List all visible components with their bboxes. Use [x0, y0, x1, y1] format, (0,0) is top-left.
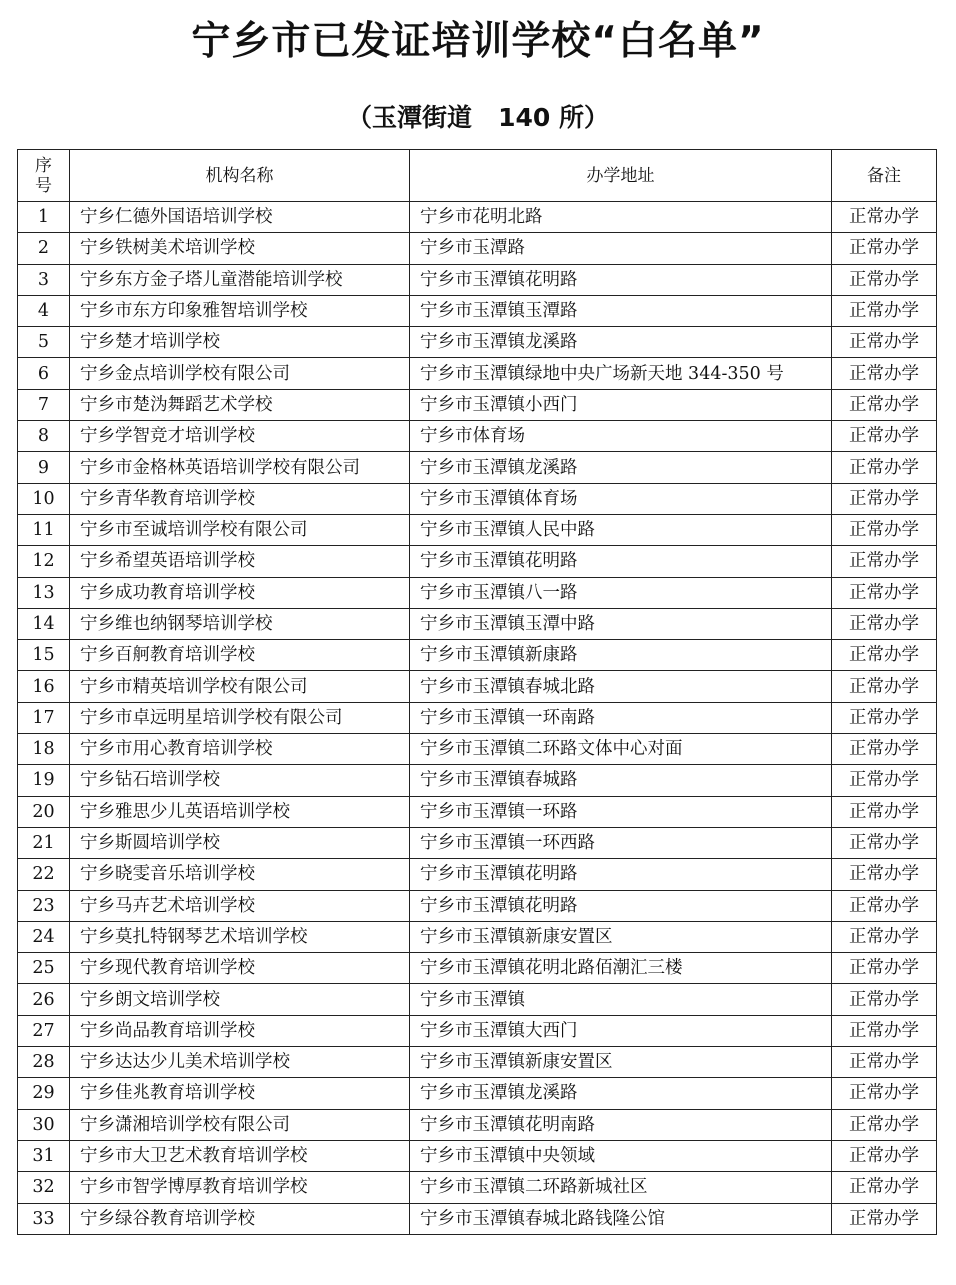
cell-name: 宁乡市至诚培训学校有限公司	[70, 514, 410, 545]
cell-address: 宁乡市玉潭镇花明北路佰潮汇三楼	[410, 953, 832, 984]
cell-note: 正常办学	[832, 452, 937, 483]
cell-name: 宁乡绿谷教育培训学校	[70, 1203, 410, 1234]
cell-name: 宁乡青华教育培训学校	[70, 483, 410, 514]
table-row	[18, 640, 937, 671]
cell-address: 宁乡市玉潭镇玉潭中路	[410, 608, 832, 639]
document-title: 宁乡市已发证培训学校“白名单”	[191, 19, 765, 64]
cell-no: 33	[18, 1203, 70, 1234]
cell-name: 宁乡朗文培训学校	[70, 984, 410, 1015]
cell-name: 宁乡仁德外国语培训学校	[70, 202, 410, 233]
cell-address: 宁乡市玉潭镇人民中路	[410, 514, 832, 545]
table-row	[18, 796, 937, 827]
cell-no: 13	[18, 577, 70, 608]
document-subtitle: （玉潭街道 140 所）	[346, 103, 609, 132]
cell-note: 正常办学	[832, 608, 937, 639]
cell-no: 9	[18, 452, 70, 483]
cell-address: 宁乡市玉潭镇花明路	[410, 546, 832, 577]
cell-note: 正常办学	[832, 859, 937, 890]
column-header-name: 机构名称	[70, 150, 410, 202]
cell-name: 宁乡达达少儿美术培训学校	[70, 1047, 410, 1078]
cell-address: 宁乡市玉潭镇花明路	[410, 890, 832, 921]
cell-no: 2	[18, 233, 70, 264]
cell-address: 宁乡市玉潭镇龙溪路	[410, 327, 832, 358]
cell-name: 宁乡莫扎特钢琴艺术培训学校	[70, 921, 410, 952]
table-row	[18, 264, 937, 295]
cell-no: 24	[18, 921, 70, 952]
cell-no: 23	[18, 890, 70, 921]
cell-note: 正常办学	[832, 202, 937, 233]
cell-note: 正常办学	[832, 953, 937, 984]
cell-no: 18	[18, 734, 70, 765]
cell-address: 宁乡市花明北路	[410, 202, 832, 233]
cell-no: 7	[18, 389, 70, 420]
cell-name: 宁乡楚才培训学校	[70, 327, 410, 358]
cell-address: 宁乡市玉潭镇一环南路	[410, 702, 832, 733]
table-row	[18, 233, 937, 264]
cell-no: 19	[18, 765, 70, 796]
cell-name: 宁乡市金格林英语培训学校有限公司	[70, 452, 410, 483]
cell-no: 12	[18, 546, 70, 577]
cell-note: 正常办学	[832, 921, 937, 952]
cell-no: 14	[18, 608, 70, 639]
cell-no: 16	[18, 671, 70, 702]
cell-no: 15	[18, 640, 70, 671]
cell-name: 宁乡东方金子塔儿童潜能培训学校	[70, 264, 410, 295]
cell-address: 宁乡市玉潭镇花明路	[410, 859, 832, 890]
cell-no: 8	[18, 421, 70, 452]
cell-name: 宁乡雅思少儿英语培训学校	[70, 796, 410, 827]
cell-note: 正常办学	[832, 514, 937, 545]
cell-note: 正常办学	[832, 546, 937, 577]
cell-address: 宁乡市玉潭镇大西门	[410, 1015, 832, 1046]
cell-address: 宁乡市玉潭镇春城北路钱隆公馆	[410, 1203, 832, 1234]
cell-name: 宁乡潇湘培训学校有限公司	[70, 1109, 410, 1140]
table-row	[18, 671, 937, 702]
column-header-address: 办学地址	[410, 150, 832, 202]
table-row	[18, 1015, 937, 1046]
cell-name: 宁乡希望英语培训学校	[70, 546, 410, 577]
cell-note: 正常办学	[832, 827, 937, 858]
cell-note: 正常办学	[832, 765, 937, 796]
cell-no: 25	[18, 953, 70, 984]
cell-address: 宁乡市玉潭镇龙溪路	[410, 452, 832, 483]
table-row	[18, 546, 937, 577]
table-row	[18, 1172, 937, 1203]
cell-address: 宁乡市玉潭镇绿地中央广场新天地 344-350 号	[410, 358, 832, 389]
cell-note: 正常办学	[832, 327, 937, 358]
table-row	[18, 577, 937, 608]
cell-no: 20	[18, 796, 70, 827]
cell-name: 宁乡维也纳钢琴培训学校	[70, 608, 410, 639]
table-row	[18, 827, 937, 858]
cell-no: 30	[18, 1109, 70, 1140]
cell-address: 宁乡市玉潭镇龙溪路	[410, 1078, 832, 1109]
table-row	[18, 327, 937, 358]
cell-no: 32	[18, 1172, 70, 1203]
table-row	[18, 421, 937, 452]
cell-address: 宁乡市玉潭镇玉潭路	[410, 295, 832, 326]
column-header-no	[18, 150, 70, 202]
cell-address: 宁乡市玉潭镇一环路	[410, 796, 832, 827]
cell-name: 宁乡市楚沩舞蹈艺术学校	[70, 389, 410, 420]
table-row	[18, 734, 937, 765]
cell-address: 宁乡市玉潭镇春城北路	[410, 671, 832, 702]
cell-no: 6	[18, 358, 70, 389]
whitelist-table	[17, 149, 937, 1235]
table-row	[18, 1140, 937, 1171]
cell-note: 正常办学	[832, 421, 937, 452]
cell-name: 宁乡钻石培训学校	[70, 765, 410, 796]
cell-address: 宁乡市玉潭镇小西门	[410, 389, 832, 420]
table-row	[18, 921, 937, 952]
cell-address: 宁乡市玉潭镇新康安置区	[410, 1047, 832, 1078]
cell-name: 宁乡百舸教育培训学校	[70, 640, 410, 671]
cell-note: 正常办学	[832, 796, 937, 827]
cell-no: 4	[18, 295, 70, 326]
table-row	[18, 483, 937, 514]
cell-name: 宁乡现代教育培训学校	[70, 953, 410, 984]
cell-name: 宁乡学智竞才培训学校	[70, 421, 410, 452]
cell-note: 正常办学	[832, 1140, 937, 1171]
table-body	[18, 202, 937, 1235]
cell-address: 宁乡市玉潭镇二环路文体中心对面	[410, 734, 832, 765]
cell-address: 宁乡市玉潭镇花明路	[410, 264, 832, 295]
cell-note: 正常办学	[832, 1203, 937, 1234]
cell-name: 宁乡佳兆教育培训学校	[70, 1078, 410, 1109]
table-row	[18, 452, 937, 483]
cell-name: 宁乡铁树美术培训学校	[70, 233, 410, 264]
cell-note: 正常办学	[832, 1078, 937, 1109]
table-row	[18, 984, 937, 1015]
cell-note: 正常办学	[832, 984, 937, 1015]
cell-name: 宁乡晓雯音乐培训学校	[70, 859, 410, 890]
cell-note: 正常办学	[832, 358, 937, 389]
cell-name: 宁乡市精英培训学校有限公司	[70, 671, 410, 702]
cell-note: 正常办学	[832, 233, 937, 264]
cell-address: 宁乡市玉潭镇八一路	[410, 577, 832, 608]
table-row	[18, 702, 937, 733]
cell-address: 宁乡市玉潭镇中央领域	[410, 1140, 832, 1171]
cell-note: 正常办学	[832, 890, 937, 921]
cell-no: 10	[18, 483, 70, 514]
cell-no: 22	[18, 859, 70, 890]
cell-name: 宁乡尚品教育培训学校	[70, 1015, 410, 1046]
cell-name: 宁乡市智学博厚教育培训学校	[70, 1172, 410, 1203]
cell-no: 5	[18, 327, 70, 358]
cell-note: 正常办学	[832, 389, 937, 420]
cell-name: 宁乡成功教育培训学校	[70, 577, 410, 608]
table-row	[18, 1109, 937, 1140]
cell-note: 正常办学	[832, 1172, 937, 1203]
table-row	[18, 1078, 937, 1109]
cell-note: 正常办学	[832, 734, 937, 765]
cell-address: 宁乡市玉潭镇春城路	[410, 765, 832, 796]
cell-no: 17	[18, 702, 70, 733]
cell-name: 宁乡斯圆培训学校	[70, 827, 410, 858]
cell-note: 正常办学	[832, 671, 937, 702]
cell-no: 3	[18, 264, 70, 295]
table-row	[18, 953, 937, 984]
cell-address: 宁乡市玉潭路	[410, 233, 832, 264]
cell-address: 宁乡市玉潭镇新康安置区	[410, 921, 832, 952]
table-row	[18, 890, 937, 921]
cell-no: 29	[18, 1078, 70, 1109]
cell-note: 正常办学	[832, 577, 937, 608]
cell-name: 宁乡市东方印象雅智培训学校	[70, 295, 410, 326]
cell-address: 宁乡市玉潭镇花明南路	[410, 1109, 832, 1140]
table-row	[18, 1203, 937, 1234]
cell-note: 正常办学	[832, 1047, 937, 1078]
cell-note: 正常办学	[832, 1015, 937, 1046]
cell-address: 宁乡市玉潭镇新康路	[410, 640, 832, 671]
cell-note: 正常办学	[832, 702, 937, 733]
table-row	[18, 358, 937, 389]
table-header-row	[18, 150, 937, 202]
cell-no: 27	[18, 1015, 70, 1046]
cell-no: 11	[18, 514, 70, 545]
column-header-no-line2: 号	[35, 175, 52, 196]
cell-no: 26	[18, 984, 70, 1015]
table-row	[18, 765, 937, 796]
column-header-note: 备注	[832, 150, 937, 202]
table-row	[18, 202, 937, 233]
cell-note: 正常办学	[832, 264, 937, 295]
cell-note: 正常办学	[832, 640, 937, 671]
column-header-no-line1: 序	[35, 155, 52, 176]
cell-name: 宁乡市大卫艺术教育培训学校	[70, 1140, 410, 1171]
cell-no: 28	[18, 1047, 70, 1078]
cell-name: 宁乡金点培训学校有限公司	[70, 358, 410, 389]
cell-name: 宁乡马卉艺术培训学校	[70, 890, 410, 921]
cell-address: 宁乡市玉潭镇二环路新城社区	[410, 1172, 832, 1203]
table-row	[18, 514, 937, 545]
cell-address: 宁乡市体育场	[410, 421, 832, 452]
cell-no: 1	[18, 202, 70, 233]
table-row	[18, 389, 937, 420]
cell-no: 31	[18, 1140, 70, 1171]
cell-note: 正常办学	[832, 483, 937, 514]
cell-note: 正常办学	[832, 295, 937, 326]
cell-note: 正常办学	[832, 1109, 937, 1140]
cell-no: 21	[18, 827, 70, 858]
cell-address: 宁乡市玉潭镇一环西路	[410, 827, 832, 858]
table-row	[18, 859, 937, 890]
cell-name: 宁乡市用心教育培训学校	[70, 734, 410, 765]
cell-name: 宁乡市卓远明星培训学校有限公司	[70, 702, 410, 733]
table-row	[18, 608, 937, 639]
table-row	[18, 1047, 937, 1078]
cell-address: 宁乡市玉潭镇	[410, 984, 832, 1015]
cell-address: 宁乡市玉潭镇体育场	[410, 483, 832, 514]
table-row	[18, 295, 937, 326]
